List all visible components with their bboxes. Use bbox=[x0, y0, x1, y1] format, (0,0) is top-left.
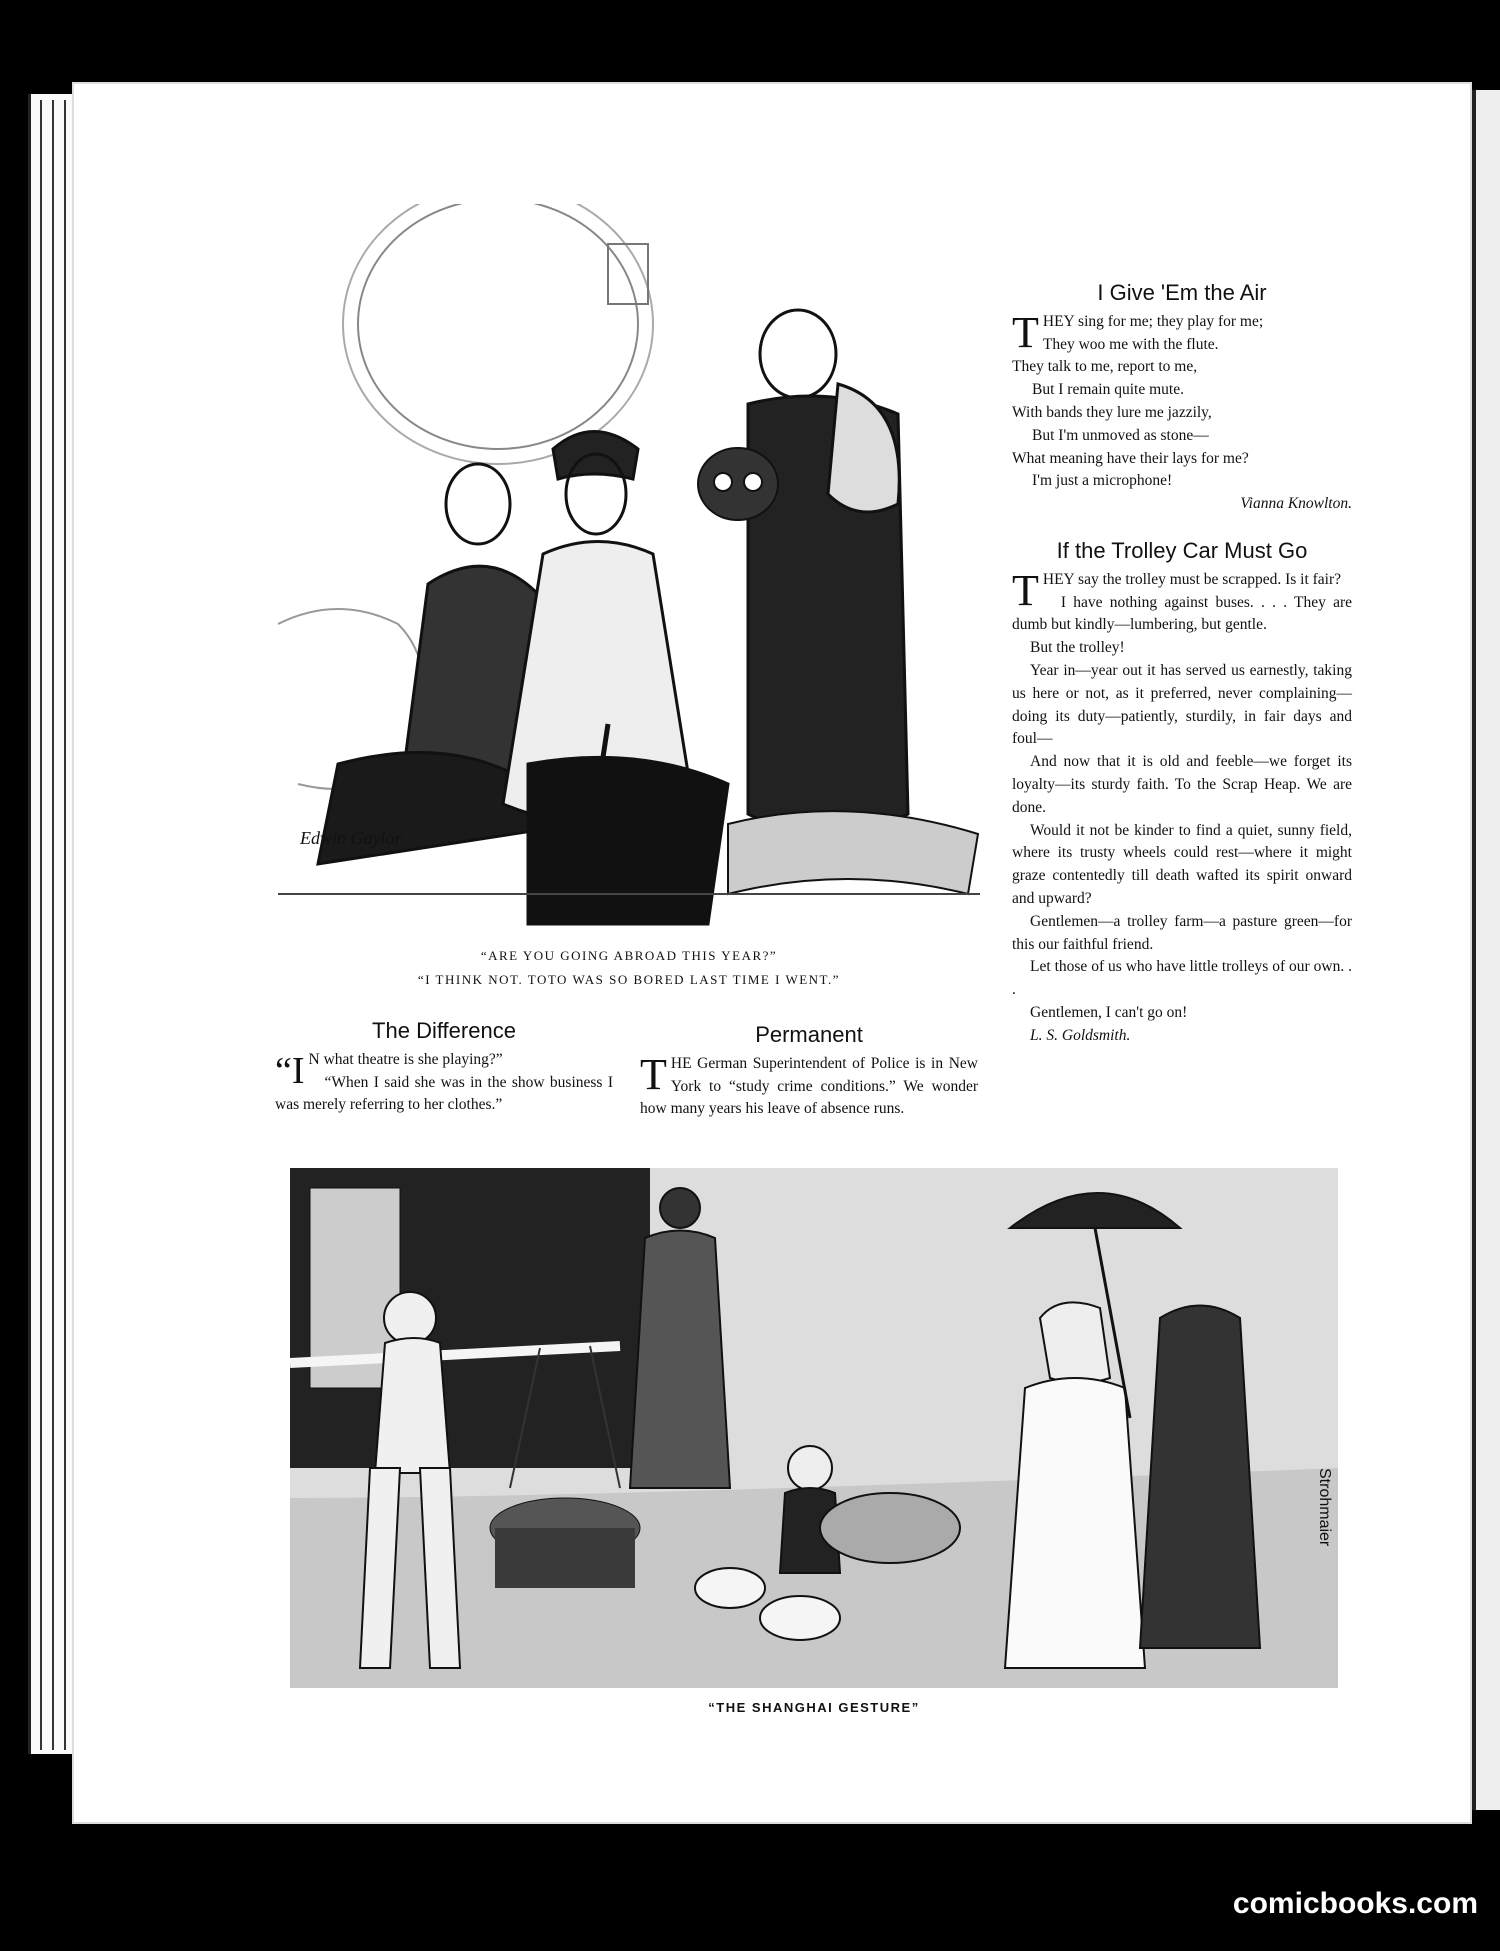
poem-first-line: HEY sing for me; they play for me; bbox=[1042, 312, 1264, 330]
top-illustration bbox=[278, 204, 980, 934]
poem-line: But I remain quite mute. bbox=[1032, 381, 1184, 399]
poem-author: Vianna Knowlton. bbox=[1240, 495, 1352, 513]
trolley-paragraph: But the trolley! bbox=[1030, 639, 1125, 657]
top-caption-line2: “I THINK NOT. TOTO WAS SO BORED LAST TIME I WENT.” bbox=[417, 972, 841, 987]
poem-line: They talk to me, report to me, bbox=[1012, 358, 1198, 376]
trolley-author: L. S. Goldsmith. bbox=[1030, 1026, 1131, 1044]
difference-title: The Difference bbox=[372, 1018, 516, 1043]
poem-line: They woo me with the flute. bbox=[1042, 335, 1219, 353]
difference-dropcap: “I bbox=[275, 1049, 305, 1092]
poem-line: But I'm unmoved as stone— bbox=[1032, 426, 1209, 444]
bottom-illustration bbox=[290, 1168, 1338, 1688]
difference-answer: “When I said she was in the show business I was merely referring to her clothes.” bbox=[275, 1073, 613, 1114]
poem-title: I Give 'Em the Air bbox=[1097, 280, 1267, 305]
poem-line: What meaning have their lays for me? bbox=[1012, 449, 1249, 467]
trolley-article bbox=[1012, 540, 1352, 1048]
trolley-first-paragraph: HEY say the trolley must be scrapped. Is it fair? bbox=[1042, 570, 1342, 588]
binding-edge bbox=[1472, 90, 1500, 1810]
trolley-dropcap: T bbox=[1012, 565, 1039, 615]
top-caption bbox=[278, 948, 980, 988]
trolley-paragraph: I have nothing against buses. . . . They are dumb but kindly—lumbering, but gentle. bbox=[1012, 593, 1352, 634]
difference-article bbox=[275, 1020, 613, 1117]
permanent-dropcap: T bbox=[640, 1049, 667, 1099]
poem-line: I'm just a microphone! bbox=[1032, 472, 1173, 490]
page-stack-line bbox=[40, 100, 42, 1750]
difference-question: N what theatre is she playing?” bbox=[308, 1050, 503, 1068]
permanent-text: HE German Superintendent of Police is in New York to “study crime conditions.” We wonder how many years his leave of absence runs. bbox=[640, 1054, 978, 1118]
page-stack-line bbox=[64, 100, 66, 1750]
trolley-paragraph: Year in—year out it has served us earnestly, taking us here or not, as it preferred, never complaining—doing its duty—patiently, sturdily, in fair days and foul— bbox=[1012, 661, 1352, 748]
page-stack-line bbox=[52, 100, 54, 1750]
permanent-article bbox=[640, 1024, 978, 1121]
watermark: comicbooks.com bbox=[1232, 1887, 1478, 1920]
trolley-paragraph: Let those of us who have little trolleys of our own. . . bbox=[1012, 958, 1352, 999]
fashion-sketch-image bbox=[278, 204, 980, 934]
trolley-paragraph: Would it not be kinder to find a quiet, sunny field, where its trusty wheels could rest—where it might graze contentedly till death wafted its spirit onward and upward? bbox=[1012, 821, 1352, 907]
poem-line: With bands they lure me jazzily, bbox=[1012, 403, 1212, 421]
trolley-paragraph: And now that it is old and feeble—we forget its loyalty—its sturdy faith. To the Scrap Heap. We are done. bbox=[1012, 753, 1352, 816]
poem-article bbox=[1012, 282, 1352, 516]
illustration-signature: Edwin Gaylor bbox=[300, 828, 402, 848]
trolley-paragraph: Gentlemen—a trolley farm—a pasture green—for this our faithful friend. bbox=[1012, 912, 1352, 953]
top-caption-line1: “ARE YOU GOING ABROAD THIS YEAR?” bbox=[480, 948, 778, 963]
trolley-title: If the Trolley Car Must Go bbox=[1056, 538, 1308, 563]
bottom-caption: “THE SHANGHAI GESTURE” bbox=[708, 1700, 920, 1715]
poem-dropcap: T bbox=[1012, 307, 1039, 357]
permanent-title: Permanent bbox=[755, 1022, 863, 1047]
bottom-illustration-signature: Strohmaier bbox=[1316, 1468, 1333, 1547]
trolley-paragraph: Gentlemen, I can't go on! bbox=[1030, 1003, 1188, 1021]
street-scene-image bbox=[290, 1168, 1338, 1688]
